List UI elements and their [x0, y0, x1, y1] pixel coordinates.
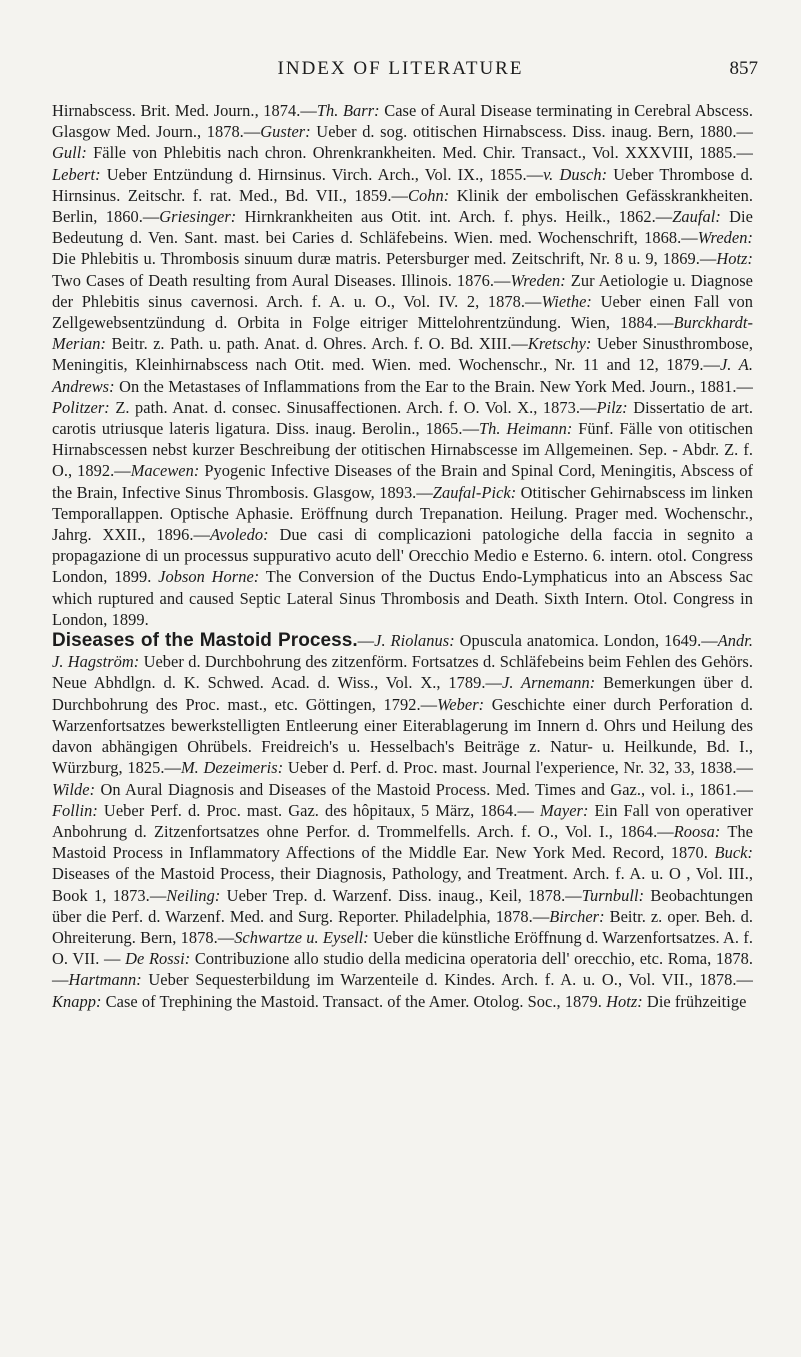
reference-text: Bemerkungen über d. Durchbohrung des Proc. mast., etc. Göttingen, 1792.— [52, 673, 753, 714]
reference-text: Zur Aetiologie u. Diagnose der Phlebitis sinus cavernosi. Arch. f. A. u. O., Vol. IV. 2, 1878.— [52, 270, 754, 311]
author-name: Wreden: [697, 228, 753, 248]
author-name: Weber: [437, 694, 485, 714]
mastoid-references [52, 631, 753, 1010]
author-name: Wiethe: [541, 291, 592, 311]
author-name: J. A. Andrews: [52, 355, 753, 396]
author-name: Hotz: [606, 991, 643, 1011]
author-name: Lebert: [52, 164, 101, 184]
reference-text: Beitr. z. oper. Beh. d. Ohreiterung. Bern, 1878.— [52, 906, 753, 947]
reference-text: Ueber die künstliche Eröffnung d. Warzenfortsatzes. A. f. O. VII. — [52, 927, 753, 969]
author-name: Bircher: [549, 906, 605, 926]
running-head: INDEX OF LITERATURE [277, 58, 524, 79]
author-name: v. Dusch: [543, 164, 608, 184]
author-name: Wilde: [52, 779, 96, 799]
author-name: Macewen: [130, 461, 200, 481]
reference-text: Contribuzione allo studio della medicina operatoria dell' orecchio, etc. Roma, 1878.— [52, 949, 753, 990]
author-name: Jobson Horne: [158, 567, 260, 587]
author-name: Neiling: [166, 885, 221, 905]
reference-text: Pyogenic Infective Diseases of the Brain and Spinal Cord, Meningitis, Abscess of the Brain, Infective Sinus Thrombosis. Glasgow, 1893.— [52, 461, 753, 502]
reference-text: Case of Aural Disease terminating in Cerebral Abscess. Glasgow Med. Journ., 1878.— [52, 101, 753, 142]
reference-text: On the Metastases of Inflammations from the Ear to the Brain. New York Med. Journ., 1881.— [114, 376, 753, 396]
author-name: Schwartze u. Eysell: [234, 927, 369, 947]
reference-text: Hirnkrankheiten aus Otit. int. Arch. f. phys. Heilk., 1862.— [236, 207, 673, 227]
section-heading: Diseases of the Mastoid Process. [52, 630, 358, 652]
reference-text: Dissertatio de art. carotis utriusque lateris ligatura. Diss. inaug. Berolin., 1865.— [52, 397, 753, 439]
reference-text: Ein Fall von operativer Anbohrung d. Zitzenfortsatzes ohne Perfor. d. Trommelfells. Arch. f. O., Vol. I., 1864.— [52, 800, 753, 841]
author-name: Hotz: [716, 249, 753, 269]
author-name: M. Dezeimeris: [180, 758, 284, 778]
reference-text: Opuscula anatomica. London, 1649.— [454, 631, 718, 651]
reference-text: Klinik der embolischen Gefässkrankheiten. Berlin, 1860.— [52, 185, 753, 227]
reference-text: Two Cases of Death resulting from Aural Diseases. Illinois. 1876.— [52, 270, 511, 290]
author-name: Burckhardt-Merian: [52, 313, 753, 354]
reference-text: Ueber Trep. d. Warzenf. Diss. inaug., Keil, 1878.— [220, 885, 582, 905]
reference-text: The Conversion of the Ductus Endo-Lymphaticus into an Abscess Sac which ruptured and caused Septic Lateral Sinus Thrombosis and Death. Sixth Intern. Otol. Congress in London, 1899. [52, 567, 753, 629]
author-name: Cohn: [408, 185, 450, 205]
reference-text: Hirnabscess. Brit. Med. Journ., 1874.— [52, 101, 317, 120]
reference-text: Case of Trephining the Mastoid. Transact. of the Amer. Otolog. Soc., 1879. [101, 991, 607, 1011]
reference-text: Ueber Sequesterbildung im Warzenteile d. Kindes. Arch. f. A. u. O., Vol. VII., 1878.— [141, 970, 753, 990]
reference-text: The Mastoid Process in Inflammatory Affections of the Middle Ear. New York Med. Record, 1870. [52, 821, 754, 863]
reference-text: Otitischer Gehirnabscess im linken Temporallappen. Optische Aphasie. Eröffnung durch Trepanation. Heilung. Prager med. Wochenschr., Jahrg. XXII., 1896.— [52, 482, 754, 545]
author-name: Griesinger: [159, 207, 237, 227]
author-name: Th. Heimann: [479, 419, 573, 439]
paragraph-brain-sinus-literature [52, 100, 753, 630]
reference-text: Ueber d. sog. otitischen Hirnabscess. Diss. inaug. Bern, 1880.— [310, 122, 753, 142]
author-name: Andr. J. Hagström: [52, 631, 753, 672]
author-name: J. Arnemann: [502, 673, 596, 693]
author-name: Th. Barr: [316, 101, 380, 120]
reference-text: Z. path. Anat. d. consec. Sinusaffectionen. Arch. f. O. Vol. X., 1873.— [109, 397, 597, 417]
reference-text: Ueber Thrombose d. Hirnsinus. Zeitschr. f. rat. Med., Bd. VII., 1859.— [52, 164, 754, 205]
reference-text: Ueber Sinusthrombose, Meningitis, Kleinhirnabscess nach Otit. med. Wien. med. Wochenschr., Nr. 11 and 12, 1879.— [52, 334, 753, 375]
author-name: Roosa: [673, 821, 721, 841]
paragraph-mastoid-literature [52, 630, 753, 1012]
reference-text: Die frühzeitige [642, 991, 747, 1011]
author-name: Hartmann: [68, 970, 142, 990]
author-name: Politzer: [52, 397, 110, 417]
reference-text: Ueber einen Fall von Zellgewebsentzündung d. Orbita in Folge eitriger Mittelohrentzündung. Wien, 1884.— [52, 291, 753, 333]
author-name: Knapp: [52, 991, 102, 1011]
author-name: Guster: [260, 122, 311, 142]
reference-text: Ueber d. Perf. d. Proc. mast. Journal l'experience, Nr. 32, 33, 1838.— [283, 758, 753, 778]
author-name: Avoledo: [209, 525, 269, 545]
page-number: 857 [729, 58, 758, 79]
author-name: Zaufal-Pick: [432, 482, 517, 502]
reference-text: Ueber Perf. d. Proc. mast. Gaz. des hôpitaux, 5 März, 1864.— [97, 800, 540, 820]
reference-text: Diseases of the Mastoid Process, their Diagnosis, Pathology, and Treatment. Arch. f. A. u. O , Vol. III., Book 1, 1873.— [52, 864, 753, 905]
reference-text: Geschichte einer durch Perforation d. Warzenfortsatzes bewerkstelligten Entleerung einer Eiterablagerung im Innern d. Ohrs und Heilung des davon abhängigen Ohrübels. Freidreich's u. Hesselbach's Beiträge z. Natur- u. Heilkunde, Bd. I., Würzburg, 1825.— [52, 694, 753, 778]
reference-text: Die Bedeutung d. Ven. Sant. mast. bei Caries d. Schläfebeins. Wien. med. Wochenschrift, 1868.— [52, 207, 753, 248]
reference-text: Ueber Entzündung d. Hirnsinus. Virch. Arch., Vol. IX., 1855.— [100, 164, 544, 184]
author-name: Gull: [52, 143, 87, 163]
author-name: Kretschy: [527, 334, 592, 354]
reference-text: Due casi di complicazioni patologiche della faccia in segnito a propagazione di un processus suppurativo acuto dell' Orecchio Medio e Esterno. 6. intern. otol. Congress London, 1899. [52, 525, 754, 587]
reference-text: Fälle von Phlebitis nach chron. Ohrenkrankheiten. Med. Chir. Transact., Vol. XXXVIII, 1885.— [86, 143, 753, 163]
reference-text: Fünf. Fälle von otitischen Hirnabscessen nebst kurzer Beschreibung der otitischen Hirnabscesse im Allgemeinen. Sep. - Abdr. Z. f. O., 1892.— [52, 419, 753, 481]
reference-text: Beitr. z. Path. u. path. Anat. d. Ohres. Arch. f. O. Bd. XIII.— [106, 334, 528, 354]
author-name: Wreden: [510, 270, 566, 290]
reference-text: Die Phlebitis u. Thrombosis sinuum duræ matris. Petersburger med. Zeitschrift, Nr. 8 u. 9, 1869.— [52, 249, 717, 269]
reference-text: Ueber d. Durchbohrung des zitzenförm. Fortsatzes d. Schläfebeins beim Fehlen des Gehörs. Neue Abhdlgn. d. K. Schwed. Acad. d. Wiss., Vol. X., 1789.— [52, 652, 753, 693]
reference-text: Beobachtungen über die Perf. d. Warzenf. Med. and Surg. Reporter. Philadelphia, 1878.— [52, 885, 753, 926]
author-name: Pilz: [596, 397, 628, 417]
author-name: Mayer: [539, 800, 589, 820]
author-name: Turnbull: [581, 885, 645, 905]
literature-index-text [52, 100, 753, 1012]
author-name: De Rossi: [125, 949, 191, 969]
reference-text: — [357, 631, 375, 651]
reference-text: On Aural Diagnosis and Diseases of the Mastoid Process. Med. Times and Gaz., vol. i., 1861.— [95, 779, 753, 799]
page-header [0, 58, 801, 88]
author-name: Follin: [52, 800, 98, 820]
author-name: J. Riolanus: [374, 631, 455, 651]
author-name: Buck: [714, 843, 753, 863]
author-name: Zaufal: [672, 207, 721, 227]
